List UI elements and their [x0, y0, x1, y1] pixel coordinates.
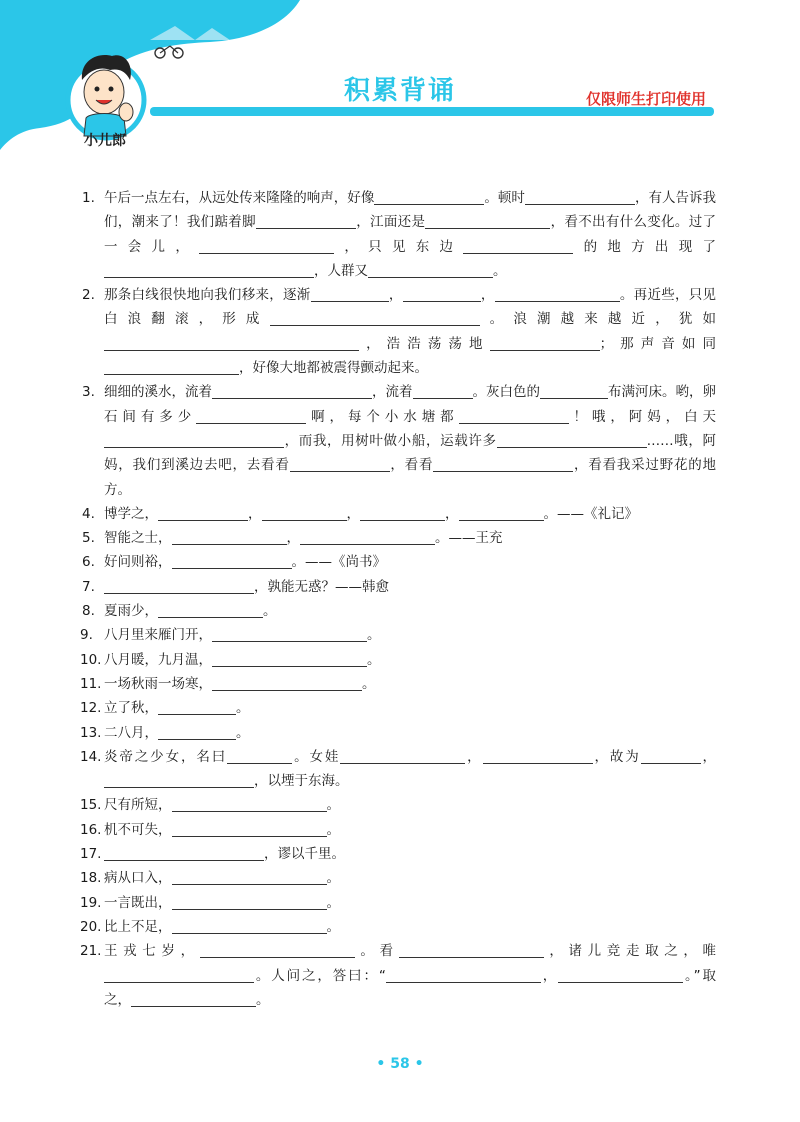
answer-blank[interactable] — [262, 505, 347, 521]
page-number: • 58 • — [376, 1056, 424, 1072]
answer-blank[interactable] — [641, 748, 701, 764]
answer-blank[interactable] — [172, 869, 327, 885]
answer-blank[interactable] — [212, 651, 367, 667]
answer-blank[interactable] — [495, 286, 620, 302]
answer-blank[interactable] — [386, 967, 541, 983]
exercise-list — [82, 186, 716, 1012]
answer-blank[interactable] — [483, 748, 593, 764]
exercise-item-20: 20. 比上不足， 。 — [80, 918, 340, 935]
answer-blank[interactable] — [558, 967, 683, 983]
exercise-item-14: 14. 炎帝之少女，名曰 。女娃 ， ，故为 ，，以堙于东海。 — [80, 748, 717, 790]
answer-blank[interactable] — [104, 432, 284, 448]
answer-blank[interactable] — [368, 262, 493, 278]
answer-blank[interactable] — [158, 602, 263, 618]
exercise-item-21: 21. 王戎七岁， 。看 ，诸儿竞走取之，唯。人问之，答曰：“ ， 。”取之， 。 — [80, 943, 717, 1008]
exercise-item-7: 7. ，孰能无惑？——韩愈 — [82, 578, 389, 595]
exercise-item-1: 1. 午后一点左右，从远处传来隆隆的响声，好像 。顿时 ，有人告诉我们，潮来了！我们踮着脚 ，江面还是 ，看不出有什么变化。过了一会儿， ，只见东边 的地方出现了，人群又 。 — [82, 190, 717, 279]
exercise-item-6: 6. 好问则裕， 。——《尚书》 — [82, 554, 386, 571]
answer-blank[interactable] — [104, 578, 254, 594]
answer-blank[interactable] — [490, 335, 600, 351]
answer-blank[interactable] — [196, 408, 306, 424]
answer-blank[interactable] — [172, 918, 327, 934]
answer-blank[interactable] — [413, 383, 473, 399]
answer-blank[interactable] — [158, 505, 248, 521]
exercise-item-8: 8. 夏雨少， 。 — [82, 603, 277, 620]
answer-blank[interactable] — [463, 238, 573, 254]
exercise-item-15: 15. 尺有所短， 。 — [80, 797, 340, 814]
answer-blank[interactable] — [290, 456, 390, 472]
answer-blank[interactable] — [104, 335, 359, 351]
answer-blank[interactable] — [212, 383, 372, 399]
answer-blank[interactable] — [104, 845, 264, 861]
answer-blank[interactable] — [340, 748, 465, 764]
answer-blank[interactable] — [403, 286, 481, 302]
exercise-item-11: 11. 一场秋雨一场寒， 。 — [80, 675, 376, 692]
answer-blank[interactable] — [227, 748, 292, 764]
answer-blank[interactable] — [158, 724, 236, 740]
answer-blank[interactable] — [459, 408, 569, 424]
exercise-item-9: 9. 八月里来雁门开， 。 — [80, 627, 381, 644]
answer-blank[interactable] — [311, 286, 389, 302]
exercise-item-10: 10. 八月暖，九月温， 。 — [80, 651, 381, 668]
answer-blank[interactable] — [172, 553, 292, 569]
answer-blank[interactable] — [459, 505, 544, 521]
page-header — [0, 0, 800, 160]
exercise-item-2: 2. 那条白线很快地向我们移来，逐渐 ， ， 。再近些，只见白浪翻滚，形成 。浪潮越来越近，犹如，浩浩荡荡地 ；那声音如同，好像大地都被震得颤动起来。 — [82, 287, 717, 377]
answer-blank[interactable] — [399, 942, 544, 958]
answer-blank[interactable] — [172, 821, 327, 837]
exercise-item-3: 3. 细细的溪水，流着 ，流着 。灰白色的 布满河床。哟，卵石间有多少 啊，每个小水塘都 ！哦，阿妈，白天，而我，用树叶做小船，运载许多 ……哦，阿妈，我们到溪边去吧，去看看 ，看看 ，看看我采过野花的地方。 — [82, 384, 717, 498]
answer-blank[interactable] — [131, 991, 256, 1007]
answer-blank[interactable] — [374, 189, 484, 205]
exercise-item-5: 5. 智能之士， ， 。——王充 — [82, 530, 503, 547]
answer-blank[interactable] — [360, 505, 445, 521]
answer-blank[interactable] — [300, 529, 435, 545]
exercise-item-4: 4. 博学之， ， ， ， 。——《礼记》 — [82, 505, 638, 522]
exercise-item-13: 13. 二八月， 。 — [80, 724, 250, 741]
answer-blank[interactable] — [270, 310, 480, 326]
exercise-item-19: 19. 一言既出， 。 — [80, 894, 340, 911]
answer-blank[interactable] — [525, 189, 635, 205]
answer-blank[interactable] — [497, 432, 647, 448]
answer-blank[interactable] — [256, 213, 356, 229]
exercise-item-18: 18. 病从口入， 。 — [80, 870, 340, 887]
mascot-label: 小儿郎 — [84, 133, 126, 149]
answer-blank[interactable] — [433, 456, 573, 472]
answer-blank[interactable] — [425, 213, 550, 229]
answer-blank[interactable] — [212, 626, 367, 642]
answer-blank[interactable] — [172, 796, 327, 812]
answer-blank[interactable] — [540, 383, 608, 399]
exercise-item-12: 12. 立了秋， 。 — [80, 700, 250, 717]
answer-blank[interactable] — [104, 262, 314, 278]
answer-blank[interactable] — [212, 675, 362, 691]
exercise-item-17: 17. ，谬以千里。 — [80, 846, 345, 863]
answer-blank[interactable] — [104, 359, 239, 375]
answer-blank[interactable] — [172, 529, 287, 545]
page-title: 积累背诵 — [343, 76, 456, 106]
answer-blank[interactable] — [104, 772, 254, 788]
exercise-item-16: 16. 机不可失， 。 — [80, 821, 340, 838]
answer-blank[interactable] — [200, 942, 355, 958]
answer-blank[interactable] — [104, 967, 254, 983]
answer-blank[interactable] — [172, 894, 327, 910]
answer-blank[interactable] — [199, 238, 334, 254]
print-notice: 仅限师生打印使用 — [586, 90, 707, 108]
answer-blank[interactable] — [158, 699, 236, 715]
